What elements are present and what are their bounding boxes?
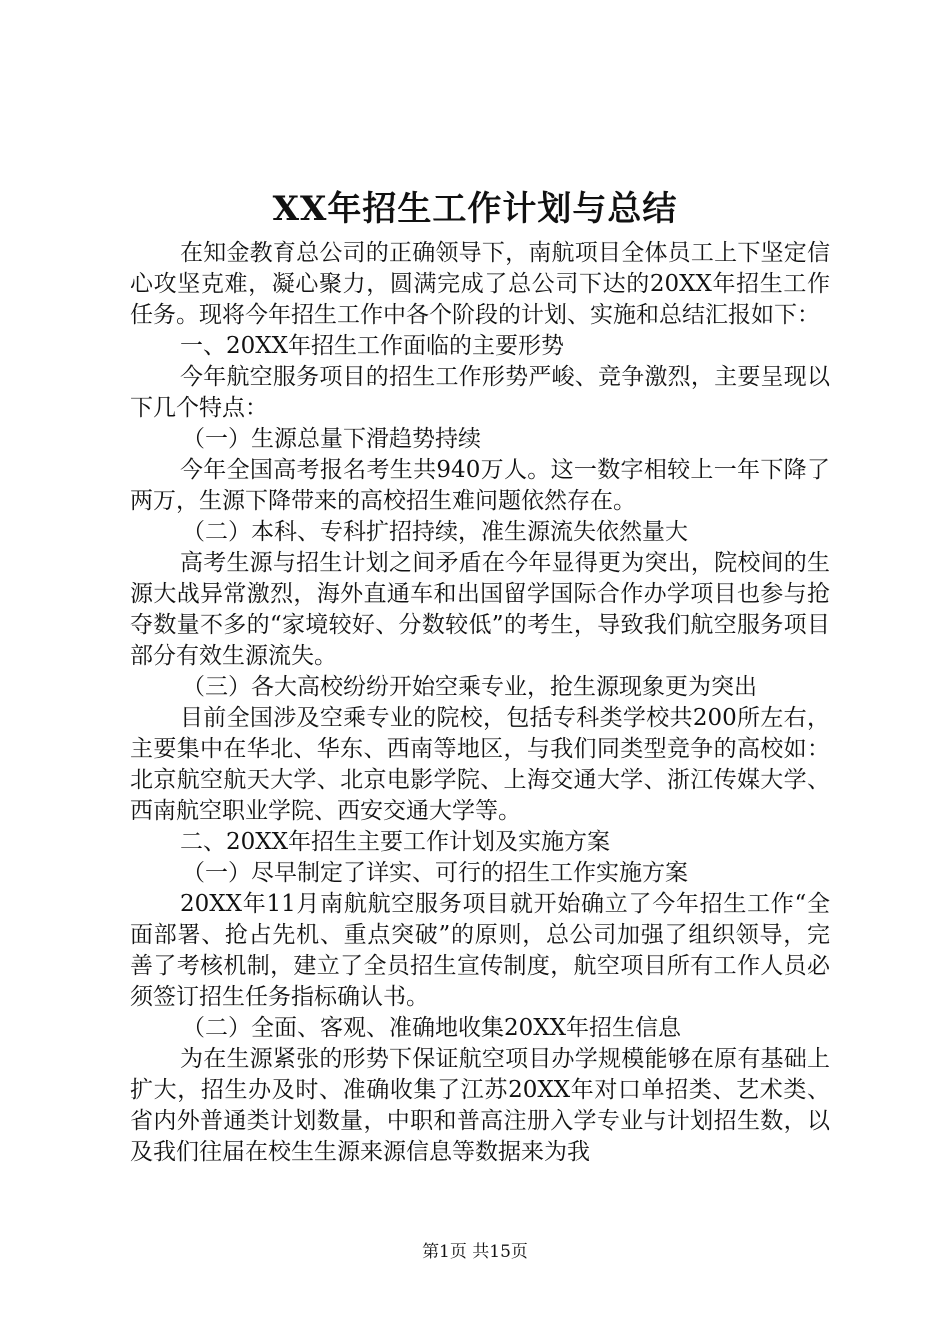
paragraph-applicants: 今年全国高考报名考生共940万人。这一数字相较上一年下降了两万，生源下降带来的高校招生难问题依然存在。 (130, 457, 830, 514)
subsection-heading-1-3: （三）各大高校纷纷开始空乘专业，抢生源现象更为突出 (182, 674, 757, 700)
subsection-heading-1-1: （一）生源总量下滑趋势持续 (182, 426, 481, 452)
paragraph-situation: 今年航空服务项目的招生工作形势严峻、竞争激烈，主要呈现以下几个特点： (130, 364, 830, 421)
paragraph-colleges: 目前全国涉及空乘专业的院校，包括专科类学校共200所左右，主要集中在华北、华东、西南等地区，与我们同类型竞争的高校如：北京航空航天大学、北京电影学院、上海交通大学、浙江传媒大学、西南航空职业学院、西安交通大学等。 (130, 705, 830, 824)
document-title: XX年招生工作计划与总结 (272, 189, 678, 229)
paragraph-plan: 20XX年11月南航航空服务项目就开始确立了今年招生工作“全面部署、抢占先机、重点突破”的原则，总公司加强了组织领导，完善了考核机制，建立了全员招生宣传制度，航空项目所有工作人员必须签订招生任务指标确认书。 (130, 891, 830, 1010)
paragraph-intro: 在知金教育总公司的正确领导下，南航项目全体员工上下坚定信心攻坚克难，凝心聚力，圆满完成了总公司下达的20XX年招生工作任务。现将今年招生工作中各个阶段的计划、实施和总结汇报如下： (130, 240, 830, 328)
paragraph-competition: 高考生源与招生计划之间矛盾在今年显得更为突出，院校间的生源大战异常激烈，海外直通车和出国留学国际合作办学项目也参与抢夺数量不多的“家境较好、分数较低”的考生，导致我们航空服务项目部分有效生源流失。 (130, 550, 830, 669)
section-heading-1: 一、20XX年招生工作面临的主要形势 (180, 333, 565, 359)
subsection-heading-2-2: （二）全面、客观、准确地收集20XX年招生信息 (182, 1015, 682, 1041)
page-number-footer: 第1页 共15页 (422, 1242, 528, 1262)
document-body (130, 238, 830, 1168)
subsection-heading-1-2: （二）本科、专科扩招持续，准生源流失依然量大 (182, 519, 688, 545)
paragraph-information: 为在生源紧张的形势下保证航空项目办学规模能够在原有基础上扩大，招生办及时、准确收集了江苏20XX年对口单招类、艺术类、省内外普通类计划数量，中职和普高注册入学专业与计划招生数，以及我们往届在校生生源来源信息等数据来为我 (130, 1046, 830, 1165)
subsection-heading-2-1: （一）尽早制定了详实、可行的招生工作实施方案 (182, 860, 688, 886)
section-heading-2: 二、20XX年招生主要工作计划及实施方案 (180, 829, 611, 855)
